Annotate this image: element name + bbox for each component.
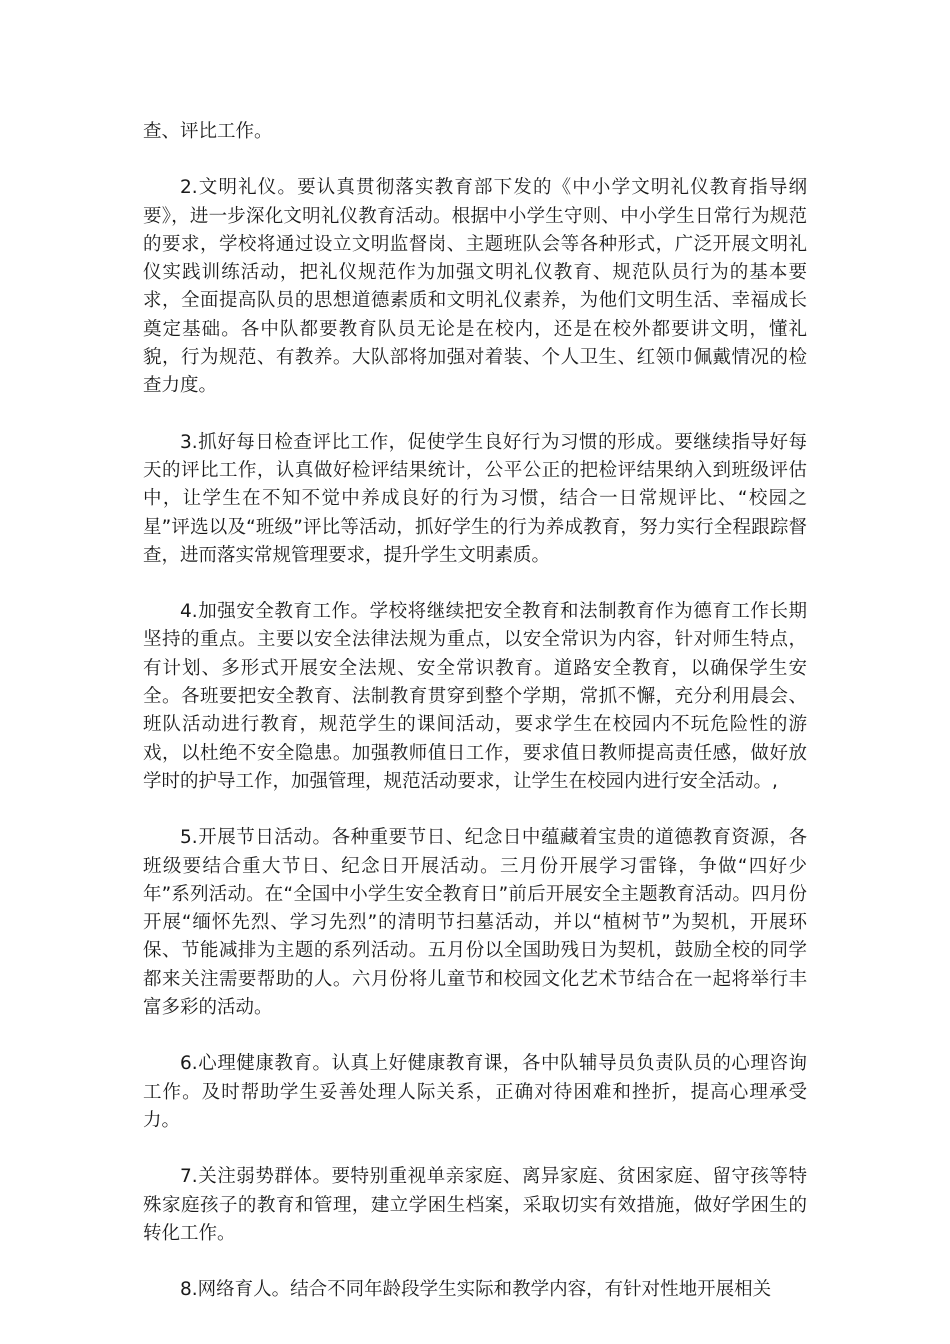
paragraph-daily-inspection: 3.抓好每日检查评比工作，促使学生良好行为习惯的形成。要继续指导好每天的评比工作，认真做好检评结果统计，公平公正的把检评结果纳入到班级评估中，让学生在不知不觉中养成良好的行为习惯，结合一日常规评比、“校园之星”评选以及“班级”评比等活动，抓好学生的行为养成教育，努力实行全程跟踪督查，进而落实常规管理要求，提升学生文明素质。 [143, 431, 807, 566]
paragraph-vulnerable-groups: 7.关注弱势群体。要特别重视单亲家庭、离异家庭、贫困家庭、留守孩等特殊家庭孩子的教育和管理，建立学困生档案，采取切实有效措施，做好学困生的转化工作。 [143, 1166, 807, 1244]
paragraph-online-education: 8.网络育人。结合不同年龄段学生实际和教学内容，有针对性地开展相关 [180, 1279, 772, 1301]
document-page [143, 118, 807, 1332]
paragraph-civility-etiquette: 2.文明礼仪。要认真贯彻落实教育部下发的《中小学文明礼仪教育指导纲要》，进一步深化文明礼仪教育活动。根据中小学生守则、中小学生日常行为规范的要求，学校将通过设立文明监督岗、主题班队会等各种形式，广泛开展文明礼仪实践训练活动，把礼仪规范作为加强文明礼仪教育、规范队员行为的基本要求，全面提高队员的思想道德素质和文明礼仪素养，为他们文明生活、幸福成长奠定基础。各中队都要教育队员无论是在校内，还是在校外都要讲文明，懂礼貌，行为规范、有教养。大队部将加强对着装、个人卫生、红领巾佩戴情况的检查力度。 [143, 177, 807, 397]
paragraph-safety-education: 4.加强安全教育工作。学校将继续把安全教育和法制教育作为德育工作长期坚持的重点。主要以安全法律法规为重点，以安全常识为内容，针对师生特点，有计划、多形式开展安全法规、安全常识教育。道路安全教育，以确保学生安全。各班要把安全教育、法制教育贯穿到整个学期，常抓不懈，充分利用晨会、班队活动进行教育，规范学生的课间活动，要求学生在校园内不玩危险性的游戏，以杜绝不安全隐患。加强教师值日工作，要求值日教师提高责任感，做好放学时的护导工作，加强管理，规范活动要求，让学生在校园内进行安全活动。, [143, 601, 807, 792]
paragraph-festival-activities: 5.开展节日活动。各种重要节日、纪念日中蕴藏着宝贵的道德教育资源，各班级要结合重大节日、纪念日开展活动。三月份开展学习雷锋，争做“四好少年”系列活动。在“全国中小学生安全教育日”前后开展安全主题教育活动。四月份开展“缅怀先烈、学习先烈”的清明节扫墓活动，并以“植树节”为契机，开展环保、节能减排为主题的系列活动。五月份以全国助残日为契机，鼓励全校的同学都来关注需要帮助的人。六月份将儿童节和校园文化艺术节结合在一起将举行丰富多彩的活动。 [143, 827, 807, 1019]
paragraph-mental-health: 6.心理健康教育。认真上好健康教育课，各中队辅导员负责队员的心理咨询工作。及时帮助学生妥善处理人际关系，正确对待困难和挫折，提高心理承受力。 [143, 1053, 807, 1131]
paragraph-continuation: 查、评比工作。 [143, 121, 273, 142]
